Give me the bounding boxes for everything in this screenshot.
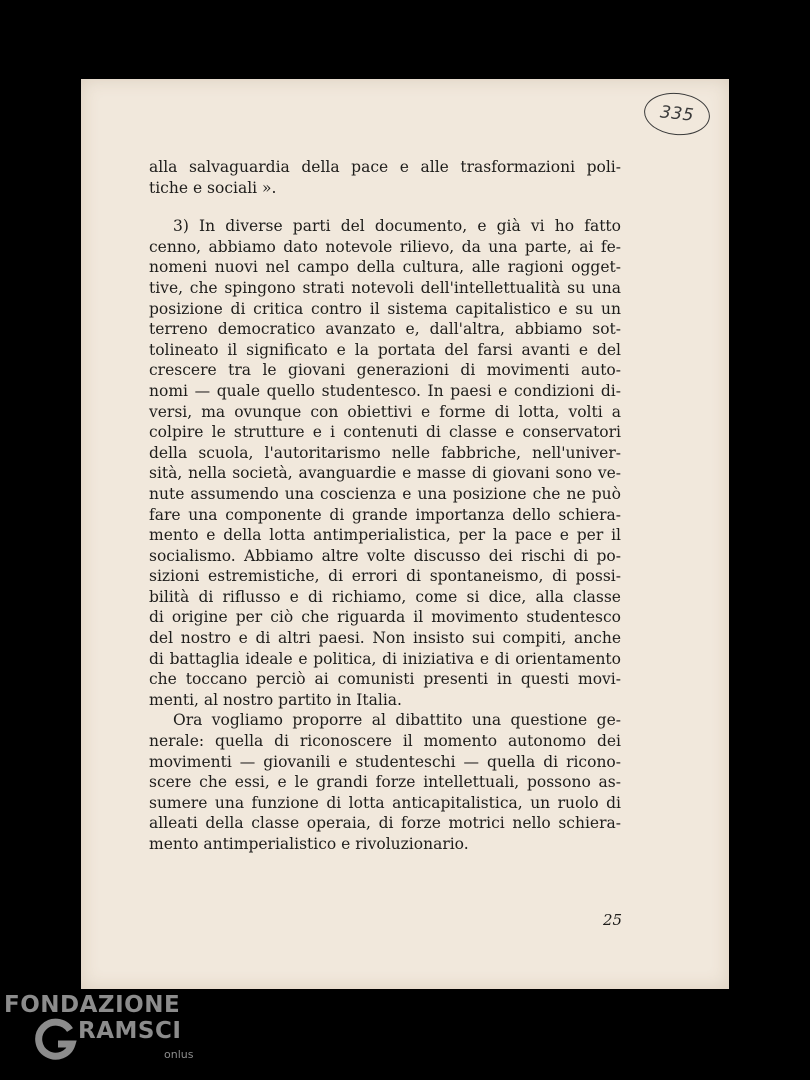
logo-text-onlus: onlus xyxy=(164,1048,194,1061)
body-text xyxy=(149,157,621,855)
text-line: sizioni estremistiche, di errori di spontaneismo, di possi- xyxy=(149,567,621,586)
text-line: cenno, abbiamo dato notevole rilievo, da una parte, ai fe- xyxy=(149,237,621,256)
fondazione-gramsci-logo xyxy=(4,990,204,1080)
text-line: posizione di critica contro il sistema capitalistico e su un xyxy=(149,299,621,318)
text-line: colpire le strutture e i contenuti di classe e conservatori xyxy=(149,423,621,442)
archive-number-stamp xyxy=(642,90,712,139)
text-line: menti, al nostro partito in Italia. xyxy=(149,690,402,709)
text-line: versi, ma ovunque con obiettivi e forme di lotta, volti a xyxy=(149,402,621,421)
text-line: tive, che spingono strati notevoli dell'intellettualità su una xyxy=(149,278,621,297)
logo-text-fondazione: FONDAZIONE xyxy=(4,992,181,1018)
text-line: terreno democratico avanzato e, dall'altra, abbiamo sot- xyxy=(149,320,621,339)
text-line: tolineato il significato e la portata del farsi avanti e del xyxy=(149,340,621,359)
text-line: scere che essi, e le grandi forze intellettuali, possono as- xyxy=(149,773,621,792)
logo-g-icon xyxy=(34,1018,78,1062)
text-line: bilità di riflusso e di richiamo, come si dice, alla classe xyxy=(149,587,621,606)
text-line: tiche e sociali ». xyxy=(149,178,277,197)
page-number: 25 xyxy=(603,911,623,929)
text-line: della scuola, l'autoritarismo nelle fabbriche, nell'univer- xyxy=(149,443,621,462)
text-line: che toccano perciò ai comunisti presenti in questi movi- xyxy=(149,670,621,689)
text-line: alla salvaguardia della pace e alle trasformazioni poli- xyxy=(149,158,621,176)
text-line: fare una componente di grande importanza dello schiera- xyxy=(149,505,621,524)
text-line: 3) In diverse parti del documento, e già vi ho fatto xyxy=(173,217,621,236)
text-line: sumere una funzione di lotta anticapitalistica, un ruolo di xyxy=(149,793,621,812)
text-line: sità, nella società, avanguardie e masse di giovani sono ve- xyxy=(149,464,621,483)
text-line: Ora vogliamo proporre al dibattito una questione ge- xyxy=(173,711,621,730)
logo-text-gramsci: RAMSCI xyxy=(78,1018,182,1044)
text-line: mento e della lotta antimperialistica, per la pace e per il xyxy=(149,526,621,545)
text-line: nute assumendo una coscienza e una posizione che ne può xyxy=(149,484,621,503)
text-line: nomeni nuovi nel campo della cultura, alle ragioni ogget- xyxy=(149,258,621,277)
paragraph xyxy=(149,216,621,710)
text-line: del nostro e di altri paesi. Non insisto sui compiti, anche xyxy=(149,629,621,648)
text-line: di battaglia ideale e politica, di iniziativa e di orientamento xyxy=(149,649,621,668)
text-line: socialismo. Abbiamo altre volte discusso dei rischi di po- xyxy=(149,546,621,565)
document-page xyxy=(81,79,729,989)
text-line: mento antimperialistico e rivoluzionario. xyxy=(149,835,469,853)
paragraph xyxy=(149,157,621,198)
paragraph xyxy=(149,710,621,854)
text-line: movimenti — giovanili e studenteschi — quella di ricono- xyxy=(149,752,621,771)
text-line: crescere tra le giovani generazioni di movimenti auto- xyxy=(149,361,621,380)
text-line: di origine per ciò che riguarda il movimento studentesco xyxy=(149,608,621,627)
archive-number: 335 xyxy=(659,102,695,126)
text-line: alleati della classe operaia, di forze motrici nello schiera- xyxy=(149,814,621,833)
text-line: nerale: quella di riconoscere il momento autonomo dei xyxy=(149,732,621,751)
text-line: nomi — quale quello studentesco. In paesi e condizioni di- xyxy=(149,381,621,400)
